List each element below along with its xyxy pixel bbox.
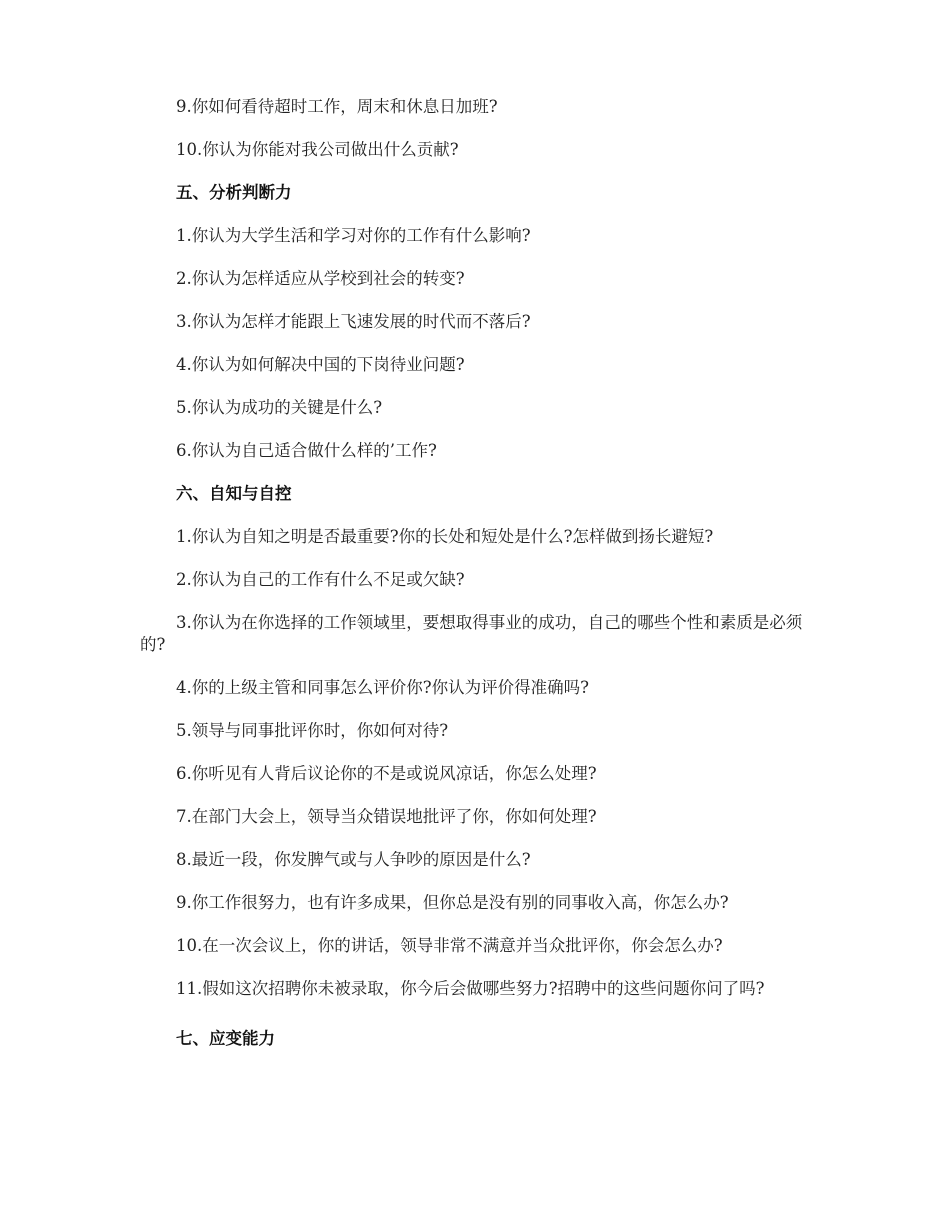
question-text: 4.你的上级主管和同事怎么评价你?你认为评价得准确吗? [176, 678, 589, 697]
question-text: 6.你认为自己适合做什么样的’工作? [176, 441, 437, 460]
question-text: 2.你认为怎样适应从学校到社会的转变? [176, 269, 465, 288]
question-text: 9.你工作很努力，也有许多成果，但你总是没有别的同事收入高，你怎么办? [176, 893, 729, 912]
section-heading: 五、分析判断力 [176, 183, 292, 202]
question-text: 9.你如何看待超时工作，周末和休息日加班? [176, 97, 498, 116]
question-text: 10.在一次会议上，你的讲话，领导非常不满意并当众批评你，你会怎么办? [176, 936, 723, 955]
section-heading: 七、应变能力 [176, 1029, 275, 1048]
question-text: 4.你认为如何解决中国的下岗待业问题? [176, 355, 465, 374]
section-heading: 六、自知与自控 [176, 484, 292, 503]
question-text: 1.你认为自知之明是否最重要?你的长处和短处是什么?怎样做到扬长避短? [176, 527, 714, 546]
question-text: 10.你认为你能对我公司做出什么贡献? [176, 140, 459, 159]
question-text: 5.领导与同事批评你时，你如何对待? [176, 721, 449, 740]
question-text: 11.假如这次招聘你未被录取，你今后会做哪些努力?招聘中的这些问题你问了吗? [176, 979, 765, 998]
question-text: 5.你认为成功的关键是什么? [176, 398, 383, 417]
question-text: 6.你听见有人背后议论你的不是或说风凉话，你怎么处理? [176, 764, 597, 783]
question-text: 2.你认为自己的工作有什么不足或欠缺? [176, 570, 465, 589]
question-text: 3.你认为怎样才能跟上飞速发展的时代而不落后? [176, 312, 531, 331]
question-text: 1.你认为大学生活和学习对你的工作有什么影响? [176, 226, 531, 245]
question-text: 7.在部门大会上，领导当众错误地批评了你，你如何处理? [176, 807, 597, 826]
question-text: 3.你认为在你选择的工作领域里，要想取得事业的成功，自己的哪些个性和素质是必须的? [140, 613, 803, 654]
question-text: 8.最近一段，你发脾气或与人争吵的原因是什么? [176, 850, 531, 869]
document-body [140, 96, 815, 1050]
